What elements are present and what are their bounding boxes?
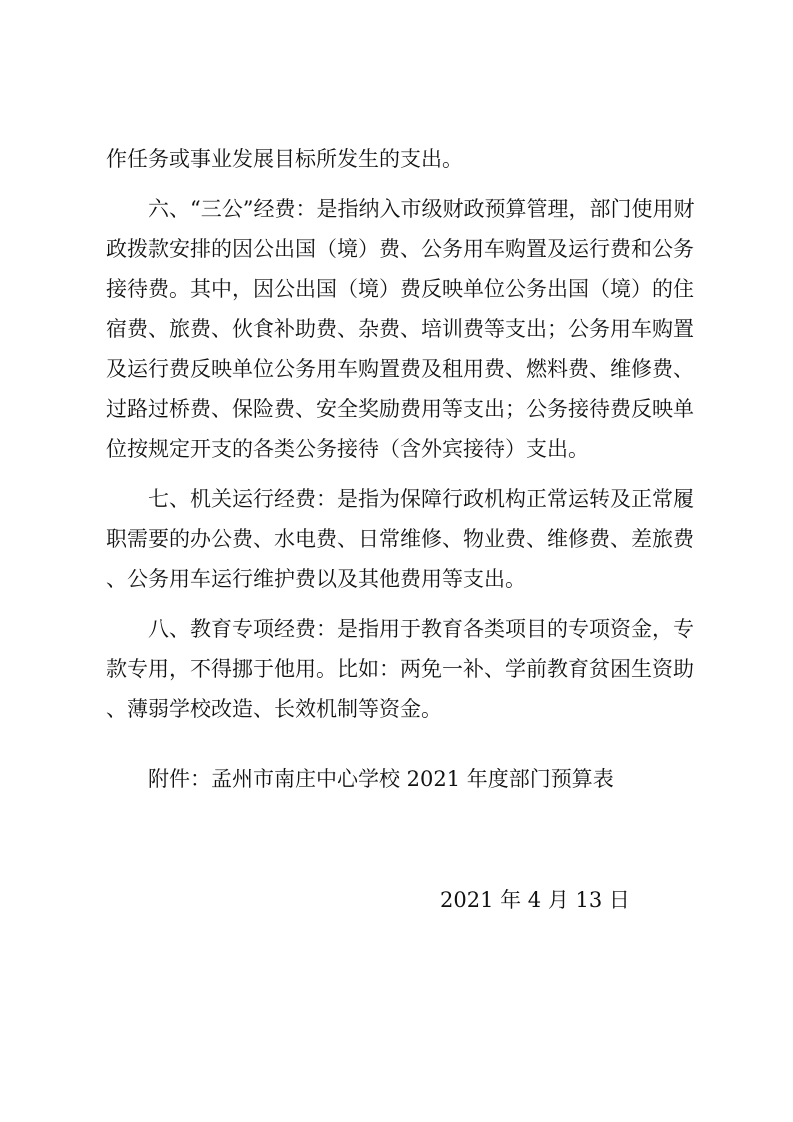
paragraph-continuation-line-1: 作任务或事业发展目标所发生的支出。 [106,147,463,171]
section-eight-line-3: 、薄弱学校改造、长效机制等资金。 [106,697,442,721]
section-six-line-6: 过路过桥费、保险费、安全奖励费用等支出；公务接待费反映单 [106,397,694,421]
section-seven-line-3: 、公务用车运行维护费以及其他费用等支出。 [106,567,526,591]
section-six-line-2: 政拨款安排的因公出国（境）费、公务用车购置及运行费和公务 [106,237,694,261]
section-six-line-4: 宿费、旅费、伙食补助费、杂费、培训费等支出；公务用车购置 [106,317,694,341]
section-six-line-5: 及运行费反映单位公务用车购置费及租用费、燃料费、维修费、 [106,357,694,381]
attachment-note: 附件：孟州市南庄中心学校 2021 年度部门预算表 [148,767,614,791]
section-seven-line-2: 职需要的办公费、水电费、日常维修、物业费、维修费、差旅费 [106,527,694,551]
section-seven-line-1: 七、机关运行经费：是指为保障行政机构正常运转及正常履 [148,487,694,511]
section-eight-line-2: 款专用，不得挪于他用。比如：两免一补、学前教育贫困生资助 [106,657,694,681]
document-date: 2021 年 4 月 13 日 [440,888,630,912]
section-six-line-1: 六、“三公”经费：是指纳入市级财政预算管理，部门使用财 [148,197,695,221]
section-six-line-3: 接待费。其中，因公出国（境）费反映单位公务出国（境）的住 [106,277,694,301]
section-eight-line-1: 八、教育专项经费：是指用于教育各类项目的专项资金，专 [148,617,694,641]
section-six-line-7: 位按规定开支的各类公务接待（含外宾接待）支出。 [106,437,589,461]
